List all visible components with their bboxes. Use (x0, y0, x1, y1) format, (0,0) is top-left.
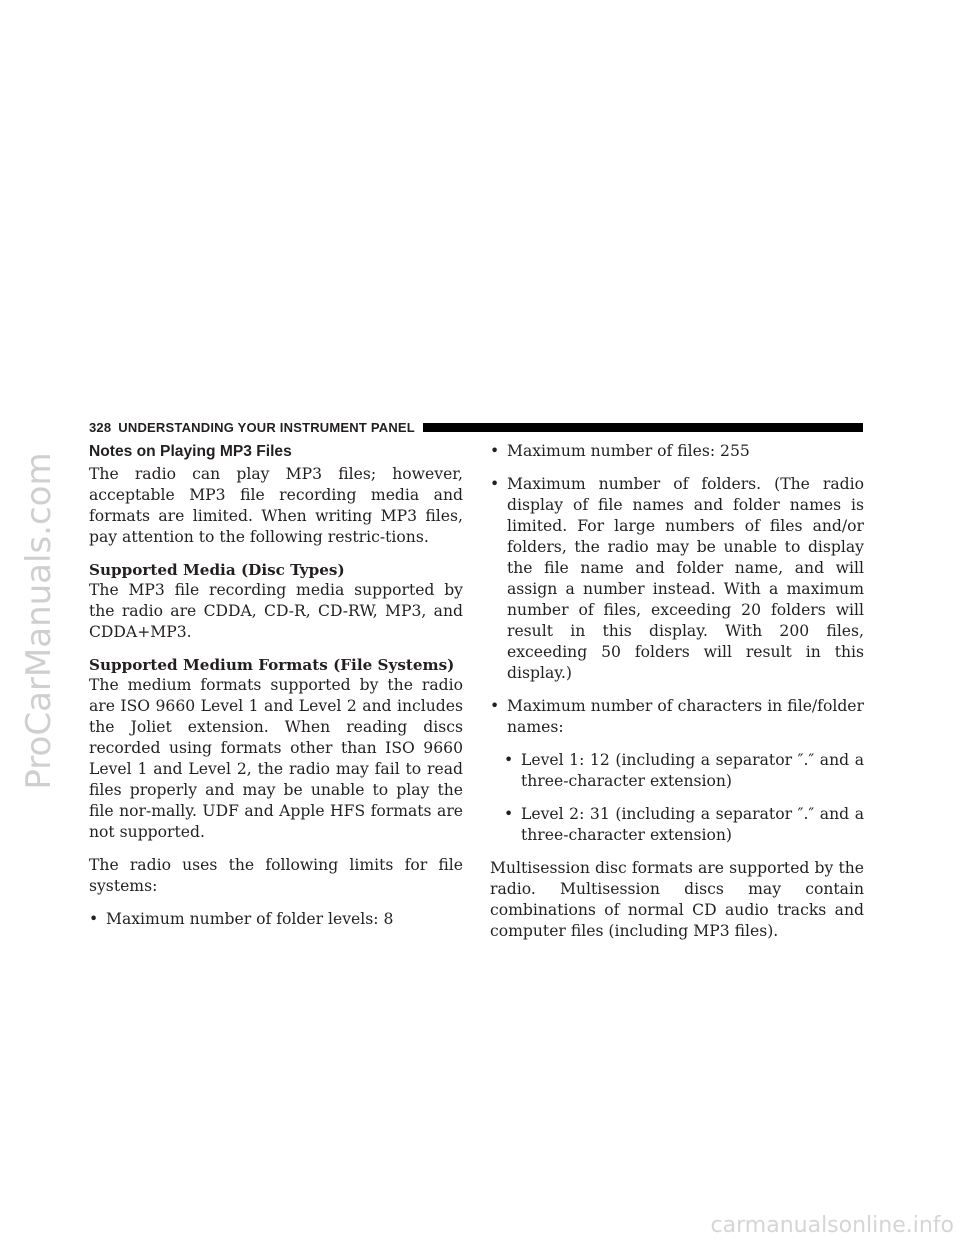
section-heading: Notes on Playing MP3 Files (89, 443, 292, 460)
sub-list-item (504, 804, 864, 846)
intro-paragraph: The radio can play MP3 files; however, acceptable MP3 file recording media and formats are limited. When writing MP3 files, pay attention to the following restric-tions. (89, 465, 463, 546)
list-item (490, 441, 864, 462)
bullet-text: Maximum number of folders. (The radio display of file names and folder names is limited. For large numbers of files and/or folders, the radio may be unable to display the file name and folder name, and will assign a number instead. With a maximum number of files, exceeding 20 folders will result in this display. With 200 files, exceeding 50 folders will result in this display.) (507, 475, 864, 682)
bullet-icon: • (490, 475, 500, 493)
header-rule (423, 423, 863, 432)
right-column (490, 441, 864, 954)
bullet-icon: • (490, 442, 500, 460)
bullet-icon: • (504, 805, 514, 823)
list-item (490, 474, 864, 684)
side-watermark: ProCarManuals.com (19, 452, 59, 790)
formats-heading: Supported Medium Formats (File Systems) (89, 656, 455, 674)
media-heading: Supported Media (Disc Types) (89, 561, 345, 579)
sub-list-item (504, 750, 864, 792)
left-column (89, 441, 463, 942)
section-title: UNDERSTANDING YOUR INSTRUMENT PANEL (118, 419, 415, 435)
bullet-text: Level 2: 31 (including a separator ″.″ and a three-character extension) (521, 805, 864, 844)
bullet-text: Maximum number of files: 255 (507, 442, 750, 460)
bullet-icon: • (89, 910, 99, 928)
media-paragraph: The MP3 file recording media supported by the radio are CDDA, CD-R, CD-RW, MP3, and CDDA+MP3. (89, 581, 463, 641)
page-number: 328 (89, 419, 112, 435)
list-item (89, 909, 463, 930)
bullet-text: Maximum number of characters in file/folder names: (507, 697, 864, 736)
bullet-text: Level 1: 12 (including a separator ″.″ and a three-character extension) (521, 751, 864, 790)
bullet-icon: • (490, 697, 500, 715)
multisession-paragraph: Multisession disc formats are supported by the radio. Multisession discs may contain combinations of normal CD audio tracks and computer files (including MP3 files). (490, 859, 864, 940)
bottom-watermark: carmanualsonline.info (710, 1213, 954, 1238)
bullet-icon: • (504, 751, 514, 769)
page-header (89, 418, 863, 436)
bullet-text: Maximum number of folder levels: 8 (106, 910, 394, 928)
formats-paragraph: The medium formats supported by the radio are ISO 9660 Level 1 and Level 2 and includes the Joliet extension. When reading discs recorded using formats other than ISO 9660 Level 1 and Level 2, the radio may fail to read files properly and may be unable to play the file nor-mally. UDF and Apple HFS formats are not supported. (89, 676, 463, 841)
limits-intro: The radio uses the following limits for file systems: (89, 856, 463, 895)
list-item (490, 696, 864, 738)
